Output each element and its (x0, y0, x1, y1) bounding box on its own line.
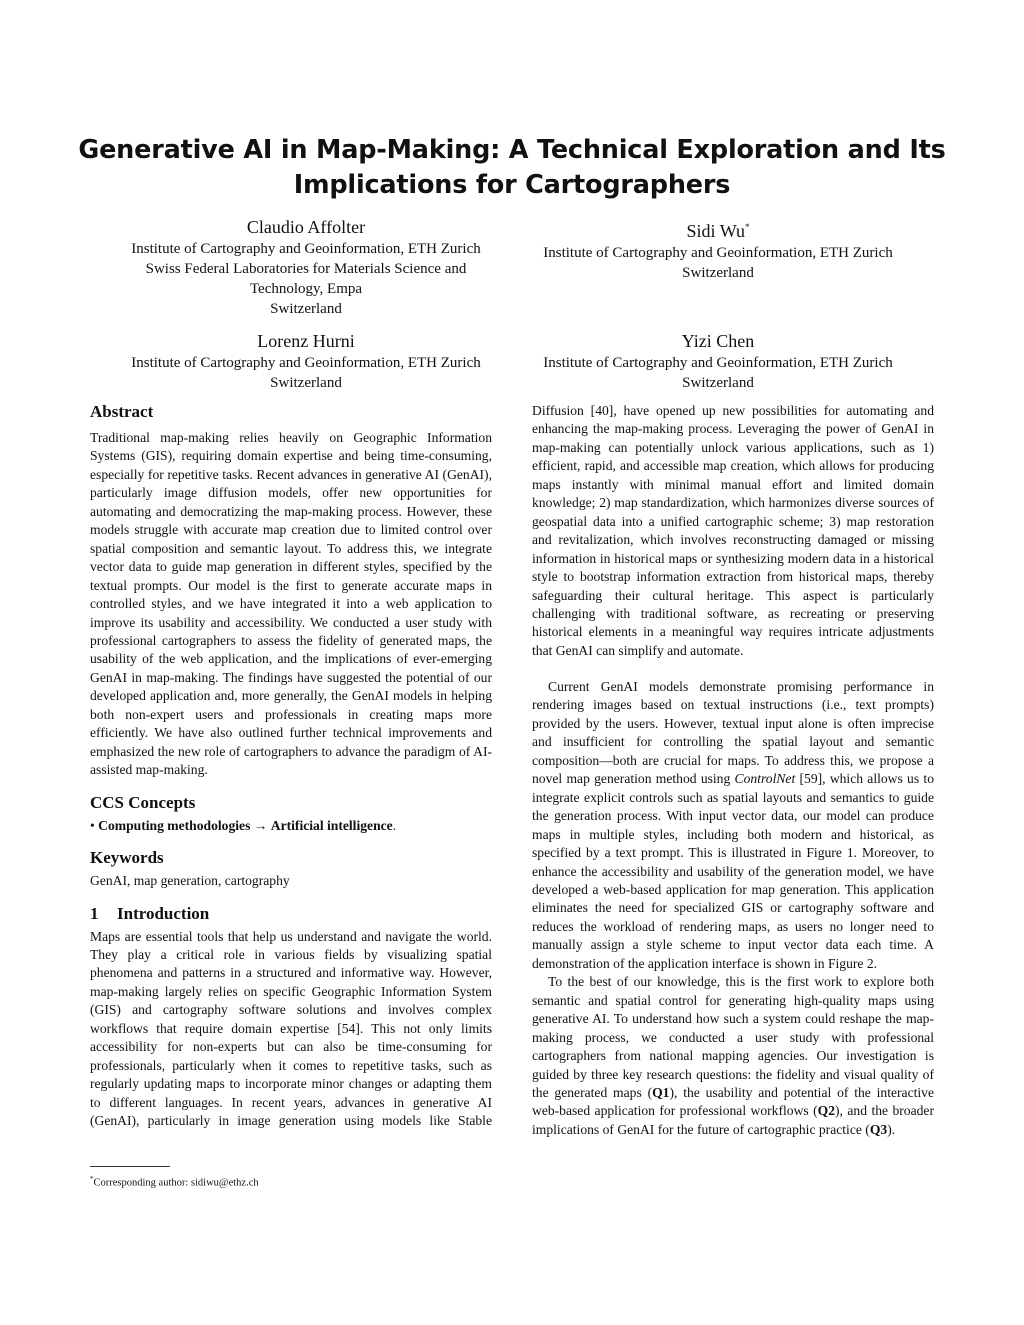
author-name: Lorenz Hurni (257, 331, 355, 351)
author-name: Yizi Chen (681, 331, 755, 351)
abstract-text: Traditional map-making relies heavily on Geographic Information Systems (GIS), requiring domain expertise and being time-consuming, especially for repetitive tasks. Recent advances in generative AI (GenAI), particularly image diffusion models, offer new opportunities for automating and democratizing the map-making process. However, these models struggle with accurate map creation due to limited control over spatial composition and semantic layout. To address this, we integrate vector data to guide map generation in different styles, specified by the textual prompts. Our model is the first to generate accurate maps in controlled styles, and we have integrated it into a web application to improve its usability and accessibility. We conducted a user study with professional cartographers to assess the fidelity of generated maps, the usability of the web application, and the implications of ever-emerging GenAI in map-making. The findings have suggested the potential of our developed application and, more generally, the GenAI models in helping both non-expert users and professionals in creating maps more efficiently. We have also outlined further technical improvements and emphasized the new role of cartographers to advance the paradigm of AI-assisted map-making. (90, 430, 492, 778)
ccs-heading: CCS Concepts (90, 792, 196, 812)
intro-paragraph-1-continued: Diffusion [40], have opened up new possibilities for automating and enhancing the map-making process. Leveraging the power of GenAI in map-making can potentially unlock various applications, such as 1) efficient, rapid, and accessible map creation, which allows for producing maps instantly with minimal manual effort and limited domain knowledge; 2) map standardization, which harmonizes diverse sources of geospatial data into a unified cartographic scheme; 3) map restoration and revitalization, which involves reconstructing damaged or missing information in historical maps or synthesizing modern data in a historical style to bootstrap information extraction from historical maps, thereby safeguarding their cultural heritage. This aspect is particularly challenging with traditional software, as recreating or preserving historical elements in a meaningful way requires intricate adjustments that GenAI can simplify and automate. (532, 402, 934, 658)
intro-paragraph-1: Maps are essential tools that help us understand and navigate the world. They play a critical role in various fields by visualizing spatial phenomena and patterns in a structured and informative way. However, map-making largely relies on specific Geographic Information System (GIS) and cartography software solutions and involves complex workflows that require domain expertise [54]. This not only limits accessibility for non-experts but can also be time-consuming for professionals, particularly when it comes to repetitive tasks, such as regularly updating maps to incorporate minor changes or adapting them to different languages. In recent years, advances in generative AI (GenAI), particularly in image generation using models like Stable (90, 928, 492, 1129)
author-affiliation: Institute of Cartography and Geoinformation, ETH Zurich (131, 241, 481, 257)
author-affiliation: Switzerland (682, 375, 754, 391)
footnote-rule (90, 1166, 170, 1167)
ccs-text: • Computing methodologies → Artificial intelligence. (90, 817, 397, 833)
author-block (100, 330, 512, 393)
author-affiliation: Switzerland (270, 375, 342, 391)
section-heading: 1 Introduction (90, 903, 210, 923)
author-name: Sidi Wu* (686, 221, 750, 241)
author-affiliation: Switzerland (270, 301, 342, 317)
author-affiliation: Switzerland (682, 265, 754, 281)
ccs-category: Computing methodologies (98, 817, 251, 833)
keywords-heading: Keywords (90, 848, 164, 868)
section-number: 1 (90, 903, 99, 923)
intro-paragraph-3: To the best of our knowledge, this is the first work to explore both semantic and spatial control for generating high-quality maps using generative AI. To understand how such a system could reshape the map-making process, we conducted a user study with professional cartographers from national mapping agencies. Our investigation is guided by three key research questions: the fidelity and visual quality of the generated maps (Q1), the usability and potential of the interactive web-based application for professional workflows (Q2), and the broader implications of GenAI for the future of cartographic practice (Q3). (532, 974, 934, 1137)
author-affiliation: Swiss Federal Laboratories for Materials Science and (145, 261, 467, 277)
author-name: Claudio Affolter (246, 217, 366, 237)
author-affiliation: Institute of Cartography and Geoinformation, ETH Zurich (131, 355, 481, 371)
author-block (100, 216, 512, 319)
ccs-subcategory: Artificial intelligence (270, 817, 393, 833)
footnote-mark: * (744, 222, 750, 232)
right-column (532, 402, 934, 1139)
keywords-text: GenAI, map generation, cartography (90, 873, 290, 889)
paper-title (60, 133, 964, 203)
title-line-1: Generative AI in Map-Making: A Technical Exploration and Its (78, 135, 946, 165)
paragraph-continuation (532, 402, 934, 678)
left-column (90, 401, 492, 1131)
abstract-heading: Abstract (90, 402, 154, 421)
title-line-2: Implications for Cartographers (293, 170, 731, 200)
author-affiliation: Technology, Empa (249, 281, 363, 297)
author-block (512, 216, 924, 283)
method-name: ControlNet (734, 771, 796, 787)
author-affiliation: Institute of Cartography and Geoinformation, ETH Zurich (543, 355, 893, 371)
author-affiliation: Institute of Cartography and Geoinformation, ETH Zurich (543, 245, 893, 261)
intro-paragraph-2: Current GenAI models demonstrate promising performance in rendering images based on textual instructions (i.e., text prompts) provided by the users. However, textual input alone is often imprecise and insufficient for controlling the spatial layout and semantic composition—both are crucial for maps. To address this, we propose a novel map generation method using ControlNet [59], which allows us to integrate explicit controls such as spatial layouts and semantics to guide the generation process. With input vector data, our model can produce maps in multiple styles, including both modern and historical, as specified by a text prompt. This is illustrated in Figure 1. Moreover, to enhance the accessibility and usability of the generation model, we have developed a web-based application for map generation. This application eliminates the need for specialized GIS or cartography software and reduces the workload of rendering maps, as users no longer need to manually assign a style scheme to input vector data each time. A demonstration of the application interface is shown in Figure 2. (532, 679, 934, 971)
footnote: *Corresponding author: sidiwu@ethz.ch (90, 1175, 259, 1189)
author-block (512, 330, 924, 393)
